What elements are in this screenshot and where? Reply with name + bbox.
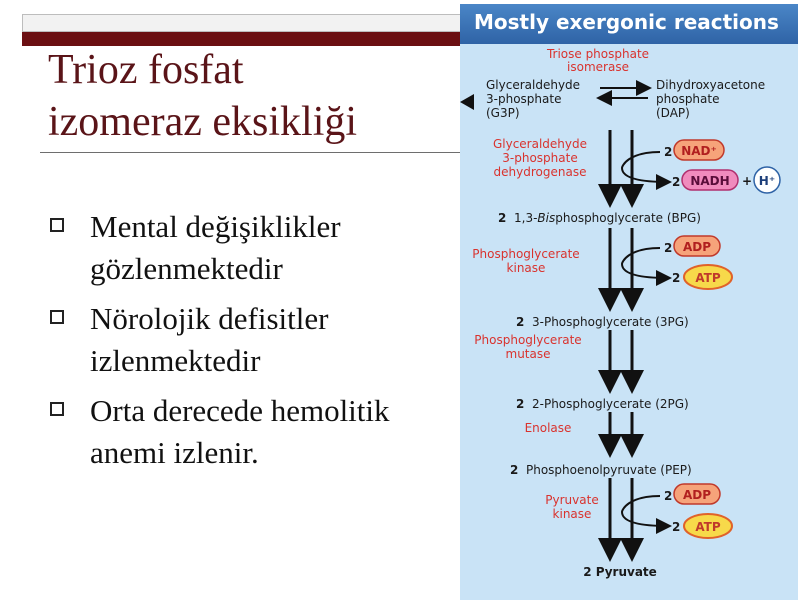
dap-label-3: (DAP) bbox=[656, 106, 690, 120]
pyruvate-label: 2 Pyruvate bbox=[583, 565, 657, 579]
g3pdh-label-1: Glyceraldehyde bbox=[492, 137, 588, 151]
pg3-coefficient: 2 bbox=[516, 315, 525, 329]
bullet-text-line: Mental değişiklikler bbox=[90, 209, 341, 244]
mutase-label-1: Phosphoglycerate bbox=[474, 333, 582, 347]
plus-sign: + bbox=[742, 174, 753, 188]
bullet-item bbox=[48, 298, 448, 382]
title-line-2: izomeraz eksikliği bbox=[48, 99, 358, 145]
g3p-label-1: Glyceraldehyde bbox=[486, 78, 581, 92]
incoming-arrow-icon bbox=[460, 94, 474, 110]
bpg-part-2: Bis bbox=[537, 211, 556, 225]
bullet-text-line: izlenmektedir bbox=[90, 343, 261, 378]
pathway-arrows bbox=[610, 130, 632, 556]
adp2-label: ADP bbox=[682, 488, 712, 502]
nadh-label: NADH bbox=[690, 174, 730, 188]
g3pdh-label-2: 3-phosphate bbox=[502, 151, 578, 165]
pgk-label-2: kinase bbox=[506, 261, 546, 275]
pgk-label-1: Phosphoglycerate bbox=[472, 247, 580, 261]
g3p-label-3: (G3P) bbox=[486, 106, 520, 120]
isomerase-label-1: Triose phosphate bbox=[546, 47, 650, 61]
pg3-label: 3-Phosphoglycerate (3PG) bbox=[532, 315, 689, 329]
bpg-part-3: phosphoglycerate (BPG) bbox=[555, 211, 701, 225]
glycolysis-diagram-panel bbox=[460, 4, 798, 600]
bpg-coefficient: 2 bbox=[498, 211, 507, 225]
adp1-coefficient: 2 bbox=[664, 241, 673, 255]
atp1-label: ATP bbox=[695, 271, 721, 285]
nad-label: NAD⁺ bbox=[681, 144, 717, 158]
bpg-label bbox=[514, 211, 701, 225]
pk-label-1: Pyruvate bbox=[545, 493, 599, 507]
bullet-item bbox=[48, 390, 448, 474]
adp1-label: ADP bbox=[682, 240, 712, 254]
header-bar-light bbox=[22, 14, 462, 32]
bullet-square-icon bbox=[50, 218, 64, 232]
adp2-coefficient: 2 bbox=[664, 489, 673, 503]
bullet-text-line: anemi izlenir. bbox=[90, 435, 259, 470]
enolase-label: Enolase bbox=[524, 421, 572, 435]
nadh-coefficient: 2 bbox=[672, 175, 681, 189]
diagram-title: Mostly exergonic reactions bbox=[474, 10, 779, 34]
g3pdh-label-3: dehydrogenase bbox=[493, 165, 587, 179]
bullet-list bbox=[48, 206, 448, 482]
isomerase-label-2: isomerase bbox=[567, 60, 629, 74]
nad-curve-arrow bbox=[622, 152, 668, 182]
g3p-label-2: 3-phosphate bbox=[486, 92, 562, 106]
slide-title bbox=[48, 44, 448, 148]
atp2-label: ATP bbox=[695, 520, 721, 534]
bullet-text-line: gözlenmektedir bbox=[90, 251, 283, 286]
nad-coefficient: 2 bbox=[664, 145, 673, 159]
bullet-text-line: Nörolojik defisitler bbox=[90, 301, 329, 336]
bullet-text-line: Orta derecede hemolitik bbox=[90, 393, 390, 428]
pep-label: Phosphoenolpyruvate (PEP) bbox=[526, 463, 692, 477]
title-line-1: Trioz fosfat bbox=[48, 47, 244, 93]
h-label: H⁺ bbox=[758, 174, 776, 188]
atp2-coefficient: 2 bbox=[672, 520, 681, 534]
dap-label-2: phosphate bbox=[656, 92, 720, 106]
bpg-part-1: 1,3- bbox=[514, 211, 538, 225]
pk-label-2: kinase bbox=[552, 507, 592, 521]
glycolysis-diagram bbox=[460, 4, 798, 600]
bullet-item bbox=[48, 206, 448, 290]
bullet-square-icon bbox=[50, 402, 64, 416]
pep-coefficient: 2 bbox=[510, 463, 519, 477]
title-underline bbox=[40, 152, 460, 153]
equilibrium-arrows bbox=[600, 88, 648, 98]
adp-atp-curve-arrow-2 bbox=[622, 496, 668, 526]
mutase-label-2: mutase bbox=[505, 347, 551, 361]
pg2-coefficient: 2 bbox=[516, 397, 525, 411]
pg2-label: 2-Phosphoglycerate (2PG) bbox=[532, 397, 689, 411]
bullet-square-icon bbox=[50, 310, 64, 324]
adp-atp-curve-arrow-1 bbox=[622, 248, 668, 278]
dap-label-1: Dihydroxyacetone bbox=[656, 78, 766, 92]
atp1-coefficient: 2 bbox=[672, 271, 681, 285]
